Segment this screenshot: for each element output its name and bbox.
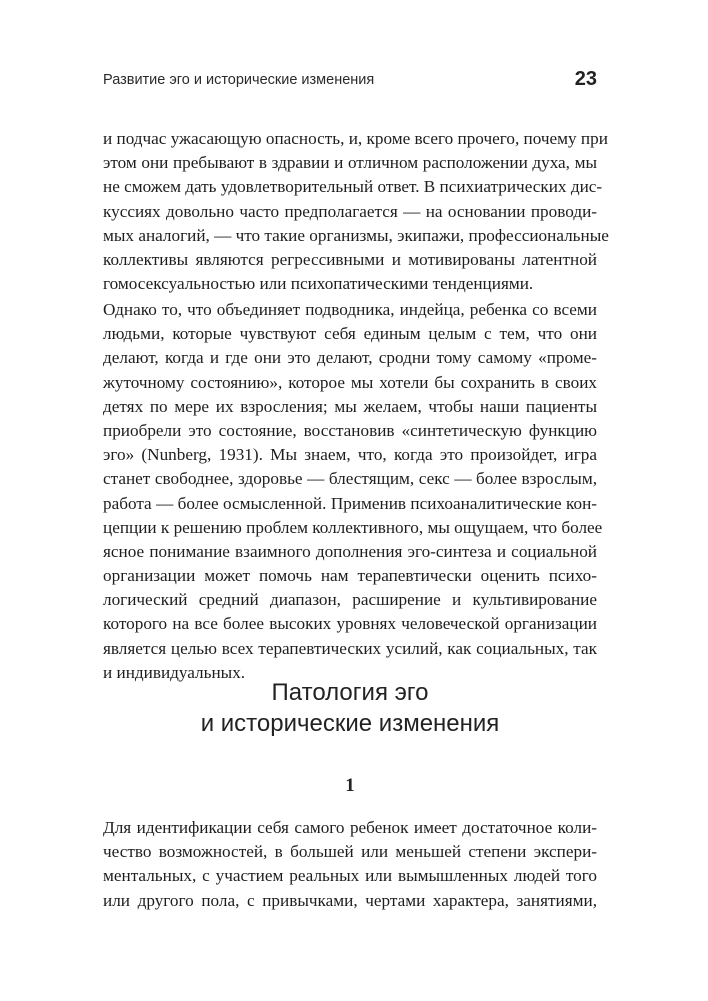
section-number: 1 [345,775,355,796]
text-line: ясное понимание взаимного дополнения эго-синтеза и социальной [103,541,597,561]
page-number: 23 [574,68,597,90]
paragraph-2 [103,298,603,685]
text-line: не сможем дать удовлетворительный ответ. В психиатрических дис- [103,177,603,197]
section-heading-line-2: и исторические изменения [200,710,500,737]
text-line: гомосексуальностью или психопатическими тенденциями. [103,274,534,294]
text-line: логический средний диапазон, расширение и культивирование [103,590,597,610]
text-line: мых аналогий, — что такие организмы, экипажи, профессиональные [103,225,609,245]
text-line: Однако то, что объединяет подводника, индейца, ребенка со всеми [103,300,597,319]
text-line: и индивидуальных. [103,662,246,682]
text-line: и подчас ужасающую опасность, и, кроме всего прочего, почему при [103,129,608,148]
running-header [103,70,597,94]
running-title: Развитие эго и исторические изменения [103,72,375,88]
text-line: является целью всех терапевтических усилий, как социальных, так [103,638,597,658]
text-line: цепции к решению проблем коллективного, мы ощущаем, что более [103,517,603,537]
text-line: куссиях довольно часто предполагается — на основании проводи- [103,201,597,221]
text-line: эго» (Nunberg, 1931). Мы знаем, что, когда это произойдет, игра [103,445,597,465]
text-line: людьми, которые чувствуют себя единым целым с тем, что они [103,324,597,344]
text-line: детях по мере их взросления; мы желаем, чтобы наши пациенты [103,396,597,416]
text-line: чество возможностей, в большей или меньшей степени экспери- [103,842,597,862]
text-line: коллективы являются регрессивными и мотивированы латентной [103,249,597,269]
text-line: организации может помочь нам терапевтически оценить психо- [103,566,597,586]
text-line: ментальных, с участием реальных или вымышленных людей того [103,866,597,886]
section-heading-line-1: Патология эго [271,679,429,706]
text-line: Для идентификации себя самого ребенок имеет достаточное коли- [103,818,597,837]
text-line: станет свободнее, здоровье — блестящим, секс — более взрослым, [103,469,597,489]
paragraph-3 [103,816,597,913]
text-line: жуточному состоянию», которое мы хотели бы сохранить в своих [103,372,597,392]
text-line: этом они пребывают в здравии и отличном расположении духа, мы [103,153,597,173]
section-heading [103,677,597,739]
text-line: или другого пола, с привычками, чертами характера, занятиями, [103,890,597,910]
text-line: приобрели это состояние, восстановив «синтетическую функцию [103,420,597,440]
text-line: которого на все более высоких уровнях человеческой организации [103,614,597,634]
text-line: работа — более осмысленной. Применив психоаналитические кон- [103,493,597,513]
paragraph-1 [103,127,609,296]
text-line: делают, когда и где они это делают, сродни тому самому «проме- [103,348,597,368]
